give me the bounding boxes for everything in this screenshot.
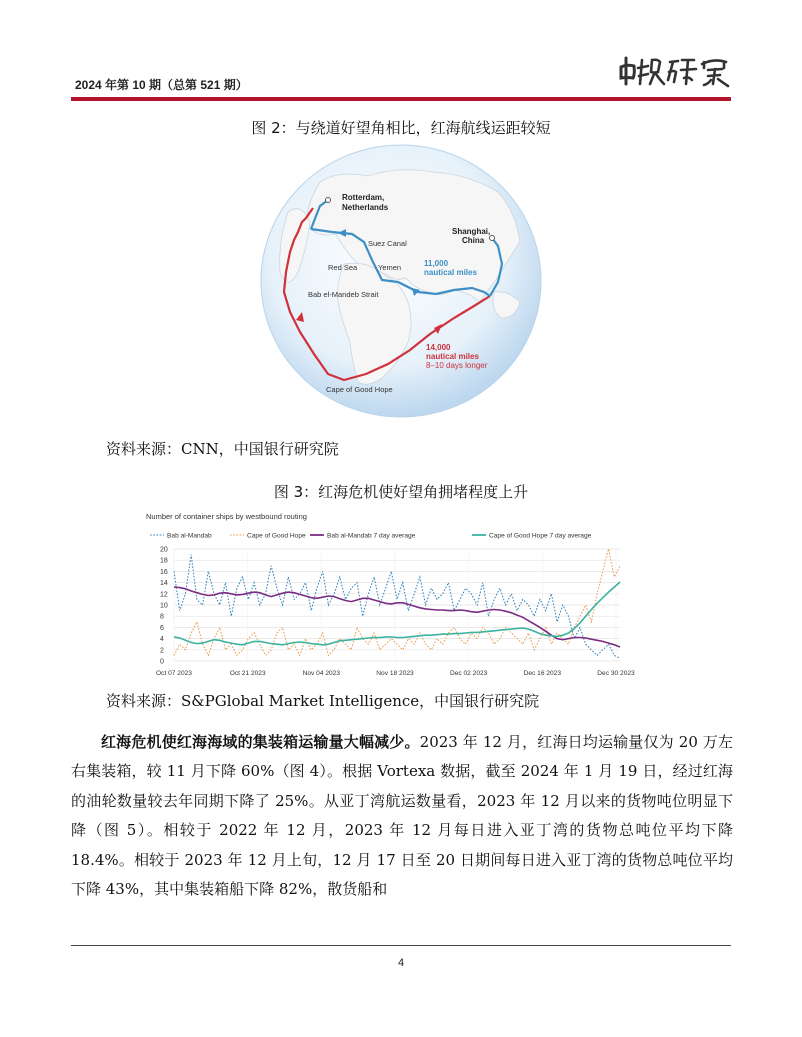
body-paragraph [71, 728, 733, 904]
x-tick-label: Oct 21 2023 [229, 670, 266, 677]
paragraph-lead: 红海危机使红海海域的集装箱运输量大幅减少。 [101, 733, 420, 751]
rotterdam-label: Rotterdam, [342, 193, 385, 202]
rotterdam-marker [326, 198, 331, 203]
series-line-0 [174, 555, 620, 659]
y-tick-label: 0 [160, 658, 164, 666]
bab-label: Bab el-Mandeb Strait [308, 290, 379, 299]
x-axis-ticks [156, 670, 635, 677]
legend-label-2: Bab al-Mandab 7 day average [327, 532, 416, 540]
y-tick-label: 8 [160, 613, 164, 621]
figure3-chart [140, 507, 640, 685]
y-tick-label: 4 [160, 636, 164, 644]
figure2-map [258, 142, 544, 420]
suez-label: Suez Canal [368, 239, 407, 248]
red-sea-label: Red Sea [328, 263, 358, 272]
shanghai-label: Shanghai, [452, 227, 491, 236]
y-tick-label: 20 [160, 546, 168, 554]
cape-distance-extra: 8–10 days longer [426, 361, 488, 370]
shanghai-label-2: China [462, 236, 485, 245]
rotterdam-label-2: Netherlands [342, 203, 389, 212]
y-tick-label: 10 [160, 602, 168, 610]
x-tick-label: Dec 16 2023 [523, 670, 562, 677]
figure2-title: 图 2：与绕道好望角相比，红海航线运距较短 [251, 119, 551, 137]
x-tick-label: Nov 04 2023 [302, 670, 341, 677]
red-sea-distance-unit: nautical miles [424, 268, 477, 277]
legend-label-0: Bab al-Mandab [167, 532, 212, 540]
x-tick-label: Dec 02 2023 [449, 670, 488, 677]
yemen-label: Yemen [378, 263, 402, 272]
brand-logo [618, 50, 738, 94]
y-tick-label: 6 [160, 624, 164, 632]
paragraph-text: 2023 年 12 月，红海日均运输量仅为 20 万左右集装箱，较 11 月下降 60%（图 4）。根据 Vortexa 数据，截至 2024 年 1 月 19 日，经过红海的油轮数量较去年同期下降了 25%。从亚丁湾航运数量看，2023 年 12 月以来的货物吨位明显下降（图 5）。相较于 2022 年 12 月，2023 年 12 月每日进入亚丁湾的货物总吨位平均下降 18.4%。相较于 2023 年 12 月上旬，12 月 17 日至 20 日期间每日进入亚丁湾的货物总吨位平均下降 43%，其中集装箱船下降 82%，散货船和 [71, 733, 733, 899]
shanghai-marker [490, 236, 495, 241]
issue-label: 2024 年第 10 期（总第 521 期） [75, 78, 248, 92]
brand-logo-graphic [618, 50, 738, 94]
x-tick-label: Nov 18 2023 [376, 670, 414, 677]
y-tick-label: 2 [160, 647, 164, 655]
legend-label-3: Cape of Good Hope 7 day average [489, 532, 592, 540]
chart-series [174, 549, 620, 658]
y-tick-label: 18 [160, 557, 168, 565]
y-tick-label: 12 [160, 591, 168, 599]
cape-distance-unit: nautical miles [426, 352, 479, 361]
figure3-title: 图 3：红海危机使好望角拥堵程度上升 [273, 483, 529, 501]
figure2-source: 资料来源：CNN，中国银行研究院 [106, 440, 339, 458]
legend-label-1: Cape of Good Hope [247, 532, 306, 540]
cape-distance: 14,000 [426, 343, 451, 352]
line-chart [140, 507, 640, 685]
chart-title: Number of container ships by westbound routing [146, 512, 307, 521]
cape-label: Cape of Good Hope [326, 385, 393, 394]
footer-rule [71, 945, 731, 946]
chart-legend [150, 533, 592, 540]
x-tick-label: Oct 07 2023 [156, 670, 192, 677]
globe-map [258, 142, 544, 420]
y-tick-label: 14 [160, 580, 168, 588]
red-sea-distance: 11,000 [424, 259, 449, 268]
x-tick-label: Dec 30 2023 [597, 670, 635, 677]
y-tick-label: 16 [160, 568, 168, 576]
y-axis-ticks [160, 547, 168, 666]
series-line-3 [174, 582, 620, 645]
header-rule [71, 97, 731, 101]
page-number: 4 [397, 957, 405, 969]
figure3-source: 资料来源：S&PGlobal Market Intelligence，中国银行研究院 [106, 692, 540, 710]
